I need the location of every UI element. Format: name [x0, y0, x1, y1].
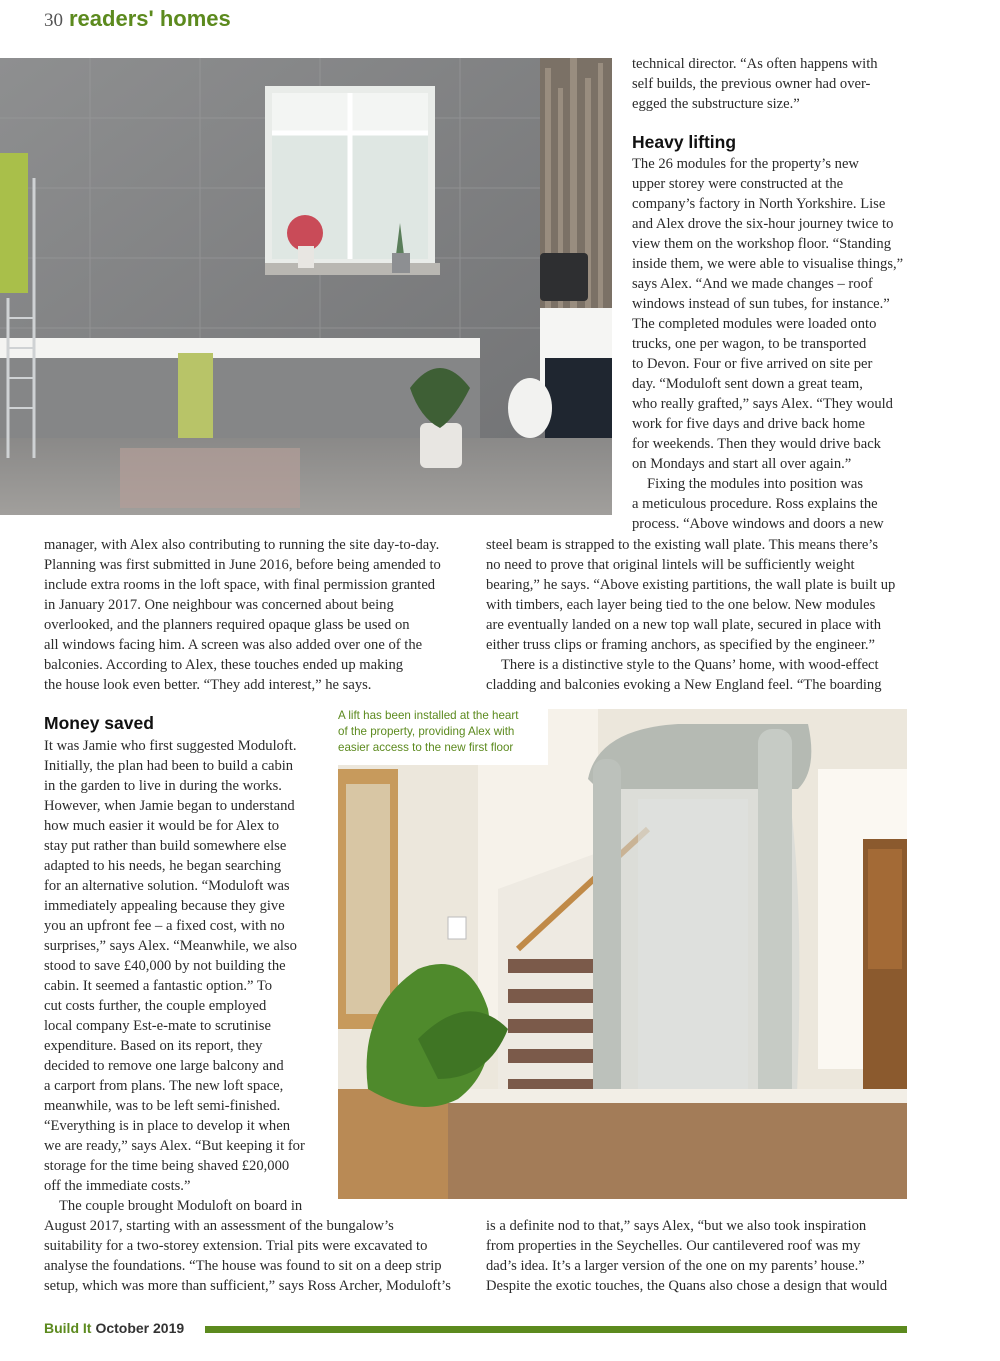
text-line: a meticulous procedure. Ross explains the [632, 496, 878, 512]
text-line: adapted to his needs, he began searching [44, 858, 282, 874]
text-line: setup, which was more than sufficient,” says Ross Archer, Moduloft’s [44, 1278, 451, 1294]
text-line: windows instead of sun tubes, for instance.” [632, 296, 890, 312]
text-line: suitability for a two-storey extension. Trial pits were excavated to [44, 1238, 428, 1254]
text-line: It was Jamie who first suggested Moduloft. [44, 738, 297, 754]
text-line: bearing,” he says. “Above existing partitions, the wall plate is built up [486, 577, 896, 593]
text-line: the house look even better. “They add interest,” he says. [44, 677, 372, 693]
bathroom-photo [0, 58, 612, 515]
text-line: stay put rather than build somewhere else [44, 838, 287, 854]
text-line: all windows facing him. A screen was also added over one of the [44, 637, 423, 653]
right-column-mid-paragraph [486, 535, 895, 695]
text-line: you an upfront fee – a fixed cost, with no [44, 918, 285, 934]
text-line: technical director. “As often happens with [632, 56, 878, 72]
left-column-bottom-paragraph [44, 736, 451, 1296]
text-line: is a definite nod to that,” says Alex, “but we also took inspiration [486, 1218, 867, 1234]
text-line: decided to remove one large balcony and [44, 1058, 284, 1074]
text-line: process. “Above windows and doors a new [632, 516, 884, 532]
right-column-bottom-paragraph [486, 1216, 887, 1296]
text-line: analyse the foundations. “The house was found to sit on a deep strip [44, 1258, 442, 1274]
text-line: stood to save £40,000 by not building the [44, 958, 286, 974]
text-line: egged the substructure size.” [632, 96, 800, 112]
text-line: overlooked, and the planners required opaque glass be used on [44, 617, 410, 633]
text-line: trucks, one per wagon, to be transported [632, 336, 867, 352]
text-line: August 2017, starting with an assessment of the bungalow’s [44, 1218, 394, 1234]
text-line: There is a distinctive style to the Quans’ home, with wood-effect [501, 657, 879, 673]
text-line: in January 2017. One neighbour was concerned about being [44, 597, 394, 613]
footer-rule [205, 1326, 907, 1333]
text-line: cabin. It seemed a fantastic option.” To [44, 978, 273, 994]
text-line: expenditure. Based on its report, they [44, 1038, 263, 1054]
text-line: The couple brought Moduloft on board in [59, 1198, 303, 1214]
text-line: meanwhile, was to be left semi-finished. [44, 1098, 281, 1114]
text-line: balconies. According to Alex, these touches ended up making [44, 657, 404, 673]
text-line: cladding and balconies evoking a New England feel. “The boarding [486, 677, 882, 693]
text-line: for weekends. Then they would drive back [632, 436, 881, 452]
right-column-top-intro [632, 54, 878, 114]
text-line: on Mondays and start all over again.” [632, 456, 852, 472]
caption-line: easier access to the new first floor [338, 741, 514, 754]
text-line: and Alex drove the six-hour journey twice to [632, 216, 894, 232]
text-line: for an alternative solution. “Moduloft was [44, 878, 290, 894]
text-line: immediately appealing because they give [44, 898, 285, 914]
text-line: manager, with Alex also contributing to running the site day-to-day. [44, 537, 440, 553]
text-line: inside them, we were able to visualise things,” [632, 256, 904, 272]
text-line: Planning was first submitted in June 2016, before being amended to [44, 557, 441, 573]
text-line: in the garden to live in during the works. [44, 778, 282, 794]
page-number: 30 [44, 10, 63, 31]
text-line: a carport from plans. The new loft space, [44, 1078, 284, 1094]
text-line: cut costs further, the couple employed [44, 998, 267, 1014]
text-line: surprises,” says Alex. “Meanwhile, we also [44, 938, 297, 954]
page-header [44, 6, 231, 34]
text-line: dad’s idea. It’s a larger version of the one on my parents’ house.” [486, 1258, 865, 1274]
section-title: readers' homes [69, 6, 231, 31]
text-line: Initially, the plan had been to build a cabin [44, 758, 294, 774]
text-line: upper storey were constructed at the [632, 176, 844, 192]
text-line: are eventually landed on a new top wall plate, secured in place with [486, 617, 882, 633]
text-line: self builds, the previous owner had over- [632, 76, 871, 92]
caption-line: of the property, providing Alex with [338, 725, 515, 738]
text-line: The 26 modules for the property’s new [632, 156, 859, 172]
text-line: view them on the workshop floor. “Standing [632, 236, 892, 252]
footer-issue-date: October 2019 [95, 1320, 185, 1336]
text-line: Fixing the modules into position was [647, 476, 864, 492]
right-column-top-paragraph [632, 154, 903, 534]
text-line: steel beam is strapped to the existing wall plate. This means there’s [486, 537, 879, 553]
caption-line: A lift has been installed at the heart [338, 709, 519, 722]
text-line: day. “Moduloft sent down a great team, [632, 376, 863, 392]
text-line: from properties in the Seychelles. Our cantilevered roof was my [486, 1238, 861, 1254]
text-line: “Everything is in place to develop it when [44, 1118, 290, 1134]
footer-magazine-name: Build It [44, 1320, 92, 1336]
heading-money-saved: Money saved [44, 713, 154, 733]
text-line: how much easier it would be for Alex to [44, 818, 280, 834]
text-line: However, when Jamie began to understand [44, 798, 295, 814]
text-line: either truss clips or framing anchors, as specified by the engineer.” [486, 637, 876, 653]
text-line: says Alex. “And we made changes – roof [632, 276, 873, 292]
text-line: The completed modules were loaded onto [632, 316, 877, 332]
heading-heavy-lifting: Heavy lifting [632, 132, 737, 152]
text-line: Despite the exotic touches, the Quans also chose a design that would [486, 1278, 888, 1294]
text-line: include extra rooms in the loft space, with final permission granted [44, 577, 436, 593]
text-line: to Devon. Four or five arrived on site per [632, 356, 873, 372]
text-line: who really grafted,” says Alex. “They would [632, 396, 893, 412]
text-line: off the immediate costs.” [44, 1178, 191, 1194]
text-line: work for five days and drive back home [632, 416, 866, 432]
text-line: with timbers, each layer being tied to the one below. New modules [486, 597, 876, 613]
text-line: no need to prove that original lintels will be sufficiently weight [486, 557, 855, 573]
page-footer [44, 1320, 184, 1336]
text-line: company’s factory in North Yorkshire. Lise [632, 196, 886, 212]
text-line: we are ready,” says Alex. “But keeping it for [44, 1138, 305, 1154]
left-column-mid-paragraph [44, 535, 441, 695]
text-line: storage for the time being shaved £20,000 [44, 1158, 290, 1174]
text-line: local company Est-e-mate to scrutinise [44, 1018, 271, 1034]
